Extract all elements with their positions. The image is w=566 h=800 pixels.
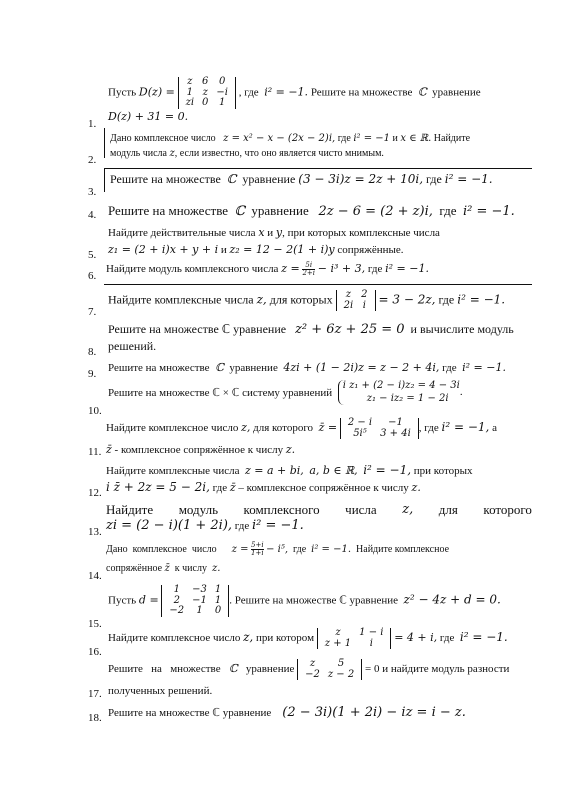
problem-number-10: 10. xyxy=(88,405,102,417)
problem-6: Найдите модуль комплексного числа z = $\frac{5i}{2+i}$ − i³ + 3, где i² = −1. xyxy=(106,261,429,277)
problem-number-17: 17. xyxy=(88,688,102,700)
problem-14-line-2: сопряжённое z̄ к числу z. xyxy=(106,563,221,574)
problem-number-3: 3. xyxy=(88,186,97,198)
box-border-3 xyxy=(104,168,105,192)
p1-determinant: z 6 0 1 z −i zi 0 1 xyxy=(178,77,236,109)
problem-number-15: 15. xyxy=(88,618,102,630)
problem-13-line-2: zi = (2 − i)(1 + 2i), где i² = −1. xyxy=(106,518,304,533)
problem-13-line-1: Найдите модуль комплексного числа z, для которого xyxy=(106,502,532,517)
p11-determinant: 2 − i −1 5i⁵ 3 + 4i xyxy=(340,418,419,439)
problem-number-1: 1. xyxy=(88,118,97,130)
problem-1-line-1: Пусть D(z) = z 6 0 1 z −i zi 0 1 , где i² = −1. Решите на множестве ℂ уравнение xyxy=(108,76,481,108)
problem-8-line-1: Решите на множестве ℂ уравнение z² + 6z + 25 = 0 и вычислите модуль xyxy=(108,322,514,337)
problem-number-16: 16. xyxy=(88,646,102,658)
problem-number-6: 6. xyxy=(88,270,97,282)
problem-11-line-1: Найдите комплексное число z, для которого z̄ = 2 − i −1 5i⁵ 3 + 4i , где i² = −1, а xyxy=(106,417,497,439)
problem-15: Пусть d = 1 −3 1 2 −1 1 −2 1 0 . Решите на множестве ℂ уравнение z² − 4z + d = 0. xyxy=(108,584,501,616)
p17-determinant: z 5 −2 z − 2 xyxy=(297,659,362,680)
problem-number-13: 13. xyxy=(88,526,102,538)
problem-17-line-2: полученных решений. xyxy=(108,685,213,697)
problem-14-line-1: Дано комплексное число z = $\frac{5+i}{1+i}$ − i⁵, где i² = −1. Найдите комплексное xyxy=(106,541,450,557)
problem-number-5: 5. xyxy=(88,249,97,261)
p1-text: Пусть xyxy=(108,86,137,99)
p15-determinant: 1 −3 1 2 −1 1 −2 1 0 xyxy=(161,585,229,617)
problem-5-line-1: Найдите действительные числа x и y, при которых комплексные числа xyxy=(108,226,440,239)
p6-fraction: $\frac{5i}{2+i}$ xyxy=(302,261,316,277)
problem-12-line-2: i z̄ + 2z = 5 − 2i, где z̄ – комплексное сопряжённое к числу z. xyxy=(106,480,421,494)
problem-11-line-2: z̄ - комплексное сопряжённое к числу z. xyxy=(106,443,296,456)
problem-number-4: 4. xyxy=(88,209,97,221)
problem-3: Решите на множестве ℂ уравнение (3 − 3i)z = 2z + 10i, где i² = −1. xyxy=(110,172,493,186)
problem-number-9: 9. xyxy=(88,368,97,380)
p16-determinant: z 1 − i z + 1 i xyxy=(317,628,392,649)
problem-5-line-2: z₁ = (2 + i)x + y + i и z₂ = 12 − 2(1 + i)y сопряжённые. xyxy=(108,243,404,256)
problem-12-line-1: Найдите комплексные числа z = a + bi, a, b ∈ ℝ, i² = −1, при которых xyxy=(106,463,473,477)
p10-system: i z₁ + (2 − i)z₂ = 4 − 3i z₁ − iz₂ = 1 − 2i xyxy=(338,380,460,405)
problem-2-line-1: Дано комплексное число z = x² − x − (2x − 2)i, где i² = −1 и x ∈ ℝ. Найдите xyxy=(110,133,471,144)
problem-number-12: 12. xyxy=(88,487,102,499)
problem-number-18: 18. xyxy=(88,712,102,724)
problem-number-11: 11. xyxy=(88,446,102,458)
problem-number-7: 7. xyxy=(88,306,97,318)
problem-7: Найдите комплексные числа z, для которых z 2 2i i = 3 − 2z, где i² = −1. xyxy=(108,289,506,311)
p1-D-label: D(z) = xyxy=(138,85,175,99)
problem-17-line-1: Решите на множестве ℂ уравнение z 5 −2 z − 2 = 0 и найдите модуль разности xyxy=(108,658,510,680)
problem-9: Решите на множестве ℂ уравнение 4zi + (1 − 2i)z = z − 2 + 4i, где i² = −1. xyxy=(108,361,506,374)
problem-4: Решите на множестве ℂ уравнение 2z − 6 = (2 + z)i, где i² = −1. xyxy=(108,203,515,219)
p7-determinant: z 2 2i i xyxy=(336,290,376,311)
p14-fraction: $\frac{5+i}{1+i}$ xyxy=(251,541,264,557)
problem-number-14: 14. xyxy=(88,570,102,582)
divider-7 xyxy=(104,284,532,285)
problem-number-8: 8. xyxy=(88,346,97,358)
problem-2-line-2: модуль числа z, если известно, что оно является чисто мнимым. xyxy=(110,148,384,159)
problem-8-line-2: решений. xyxy=(108,339,157,353)
problem-10: Решите на множестве ℂ × ℂ систему уравнений i z₁ + (2 − i)z₂ = 4 − 3i z₁ − iz₂ = 1 − 2i . xyxy=(108,380,463,404)
problem-16: Найдите комплексное число z, при котором z 1 − i z + 1 i = 4 + i, где i² = −1. xyxy=(108,627,508,649)
problem-number-2: 2. xyxy=(88,154,97,166)
problem-18: Решите на множестве ℂ уравнение (2 − 3i)(1 + 2i) − iz = i − z. xyxy=(108,705,466,720)
problem-1-line-2: D(z) + 31 = 0. xyxy=(108,110,189,123)
box-border-2 xyxy=(104,128,105,158)
divider-3 xyxy=(104,168,532,169)
